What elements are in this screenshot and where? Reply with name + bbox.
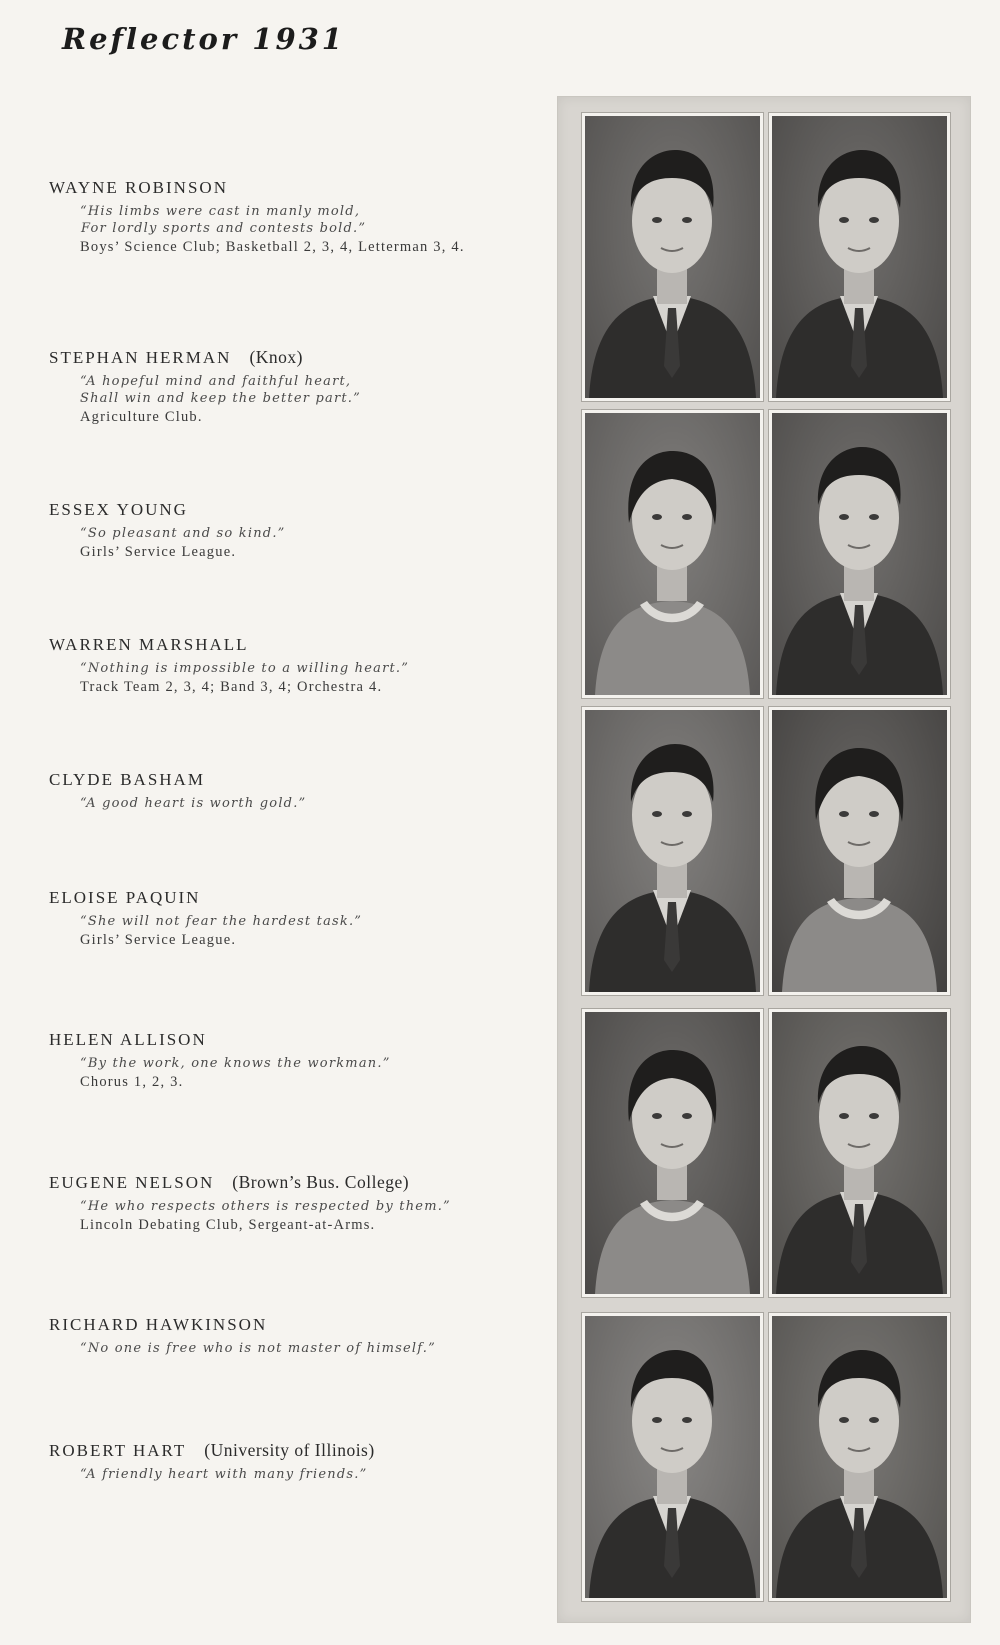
portrait-photo — [769, 410, 950, 698]
portrait-panel — [557, 96, 971, 1623]
senior-entry-clyde-basham — [49, 770, 509, 812]
senior-entry-richard-hawkinson — [49, 1315, 509, 1357]
senior-entry-eugene-nelson — [49, 1172, 509, 1234]
portrait-silhouette-icon — [772, 1012, 947, 1294]
senior-name-text: EUGENE NELSON — [49, 1173, 215, 1192]
senior-name — [49, 888, 509, 908]
senior-activities: Chorus 1, 2, 3. — [80, 1074, 184, 1090]
senior-entry-stephan-herman — [49, 347, 509, 426]
senior-name — [49, 1315, 509, 1335]
senior-entry-warren-marshall — [49, 635, 509, 696]
senior-activities: Boys’ Science Club; Basketball 2, 3, 4, Letterman 3, 4. — [80, 239, 465, 255]
senior-name — [49, 178, 509, 198]
portrait-silhouette-icon — [585, 1012, 760, 1294]
senior-entry-robert-hart — [49, 1440, 509, 1483]
senior-name-text: STEPHAN HERMAN — [49, 348, 232, 367]
senior-name — [49, 635, 509, 655]
senior-quote — [80, 913, 509, 930]
portrait-photo — [582, 1313, 763, 1601]
senior-name-text: RICHARD HAWKINSON — [49, 1315, 268, 1334]
senior-name-text: WAYNE ROBINSON — [49, 178, 228, 197]
senior-college: (Brown’s Bus. College) — [232, 1172, 410, 1192]
senior-name — [49, 1172, 509, 1193]
portrait-silhouette-icon — [585, 1316, 760, 1598]
quote-line: “He who respects others is respected by them.” — [80, 1199, 451, 1214]
senior-activities: Girls’ Service League. — [80, 932, 237, 948]
portrait-photo — [582, 707, 763, 995]
senior-name-text: ESSEX YOUNG — [49, 500, 188, 519]
portrait-silhouette-icon — [772, 710, 947, 992]
senior-quote — [80, 660, 509, 677]
quote-line: For lordly sports and contests bold.” — [81, 221, 367, 236]
senior-name-text: CLYDE BASHAM — [49, 770, 205, 789]
portrait-silhouette-icon — [772, 1316, 947, 1598]
portrait-photo — [582, 1009, 763, 1297]
portrait-silhouette-icon — [585, 710, 760, 992]
senior-quote — [80, 1055, 509, 1072]
senior-name — [49, 770, 509, 790]
senior-name — [49, 347, 509, 368]
senior-name-text: ELOISE PAQUIN — [49, 888, 201, 907]
senior-quote — [80, 525, 509, 542]
quote-line: Shall win and keep the better part.” — [80, 391, 361, 406]
senior-activities: Agriculture Club. — [80, 409, 203, 425]
senior-quote — [80, 1198, 509, 1215]
senior-quote — [80, 1466, 509, 1483]
senior-name — [49, 1440, 509, 1461]
portrait-silhouette-icon — [772, 413, 947, 695]
portrait-photo — [582, 113, 763, 401]
senior-quote — [80, 203, 509, 237]
senior-quote — [80, 1340, 509, 1357]
senior-college: (Knox) — [249, 347, 303, 367]
portrait-silhouette-icon — [585, 413, 760, 695]
portrait-silhouette-icon — [585, 116, 760, 398]
quote-line: “His limbs were cast in manly mold, — [80, 204, 361, 219]
senior-activities: Lincoln Debating Club, Sergeant-at-Arms. — [80, 1217, 376, 1233]
senior-name — [49, 1030, 509, 1050]
portrait-photo — [769, 1009, 950, 1297]
quote-line: “A friendly heart with many friends.” — [80, 1467, 368, 1482]
quote-line: “Nothing is impossible to a willing heart.” — [80, 661, 410, 676]
senior-quote — [80, 795, 509, 812]
senior-activities: Track Team 2, 3, 4; Band 3, 4; Orchestra 4. — [80, 679, 383, 695]
portrait-photo — [582, 410, 763, 698]
senior-college: (University of Illinois) — [204, 1440, 375, 1460]
senior-entry-wayne-robinson — [49, 178, 509, 256]
portrait-photo — [769, 1313, 950, 1601]
senior-name-text: WARREN MARSHALL — [49, 635, 249, 654]
page-title: Reflector 1931 — [62, 22, 345, 56]
quote-line: “By the work, one knows the workman.” — [80, 1056, 391, 1071]
senior-activities: Girls’ Service League. — [80, 544, 237, 560]
portrait-photo — [769, 707, 950, 995]
senior-name — [49, 500, 509, 520]
quote-line: “So pleasant and so kind.” — [80, 526, 286, 541]
quote-line: “No one is free who is not master of himself.” — [80, 1341, 436, 1356]
senior-quote — [80, 373, 509, 407]
quote-line: “A good heart is worth gold.” — [80, 796, 307, 811]
quote-line: “A hopeful mind and faithful heart, — [80, 374, 352, 389]
senior-name-text: ROBERT HART — [49, 1441, 187, 1460]
senior-name-text: HELEN ALLISON — [49, 1030, 207, 1049]
quote-line: “She will not fear the hardest task.” — [80, 914, 363, 929]
senior-entry-essex-young — [49, 500, 509, 561]
portrait-photo — [769, 113, 950, 401]
portrait-silhouette-icon — [772, 116, 947, 398]
senior-entry-eloise-paquin — [49, 888, 509, 949]
senior-entry-helen-allison — [49, 1030, 509, 1091]
